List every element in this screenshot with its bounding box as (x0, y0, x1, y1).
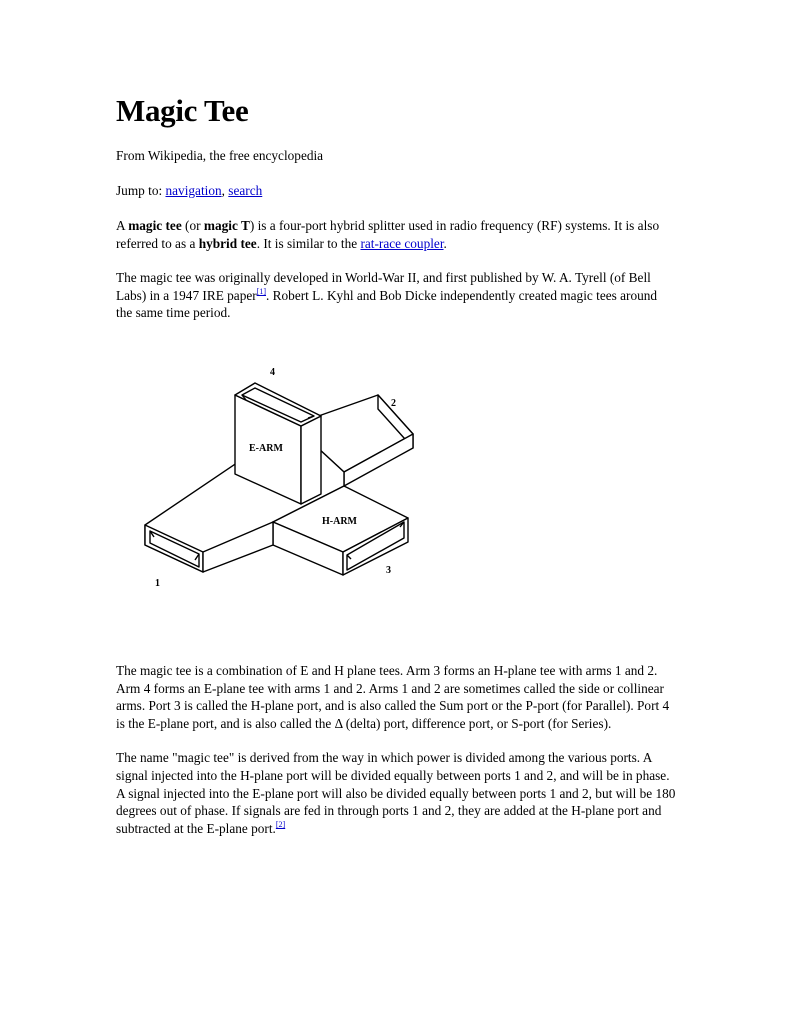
arm4-side (301, 416, 321, 504)
text: The magic tee was originally developed in World-War II, and first published by W. A. Tyrell (of Bell Labs) in a 1947 IRE paper (116, 270, 651, 303)
text: ) is a four-port hybrid splitter used in radio frequency (RF) systems. It is also referred to as a (116, 218, 660, 251)
text: . It is similar to the (256, 235, 361, 251)
jump-to (116, 182, 676, 199)
jump-separator: , (221, 183, 229, 198)
bold-term: magic T (203, 218, 250, 233)
reference-1 (257, 287, 266, 296)
reference-1-link[interactable]: [1] (256, 286, 267, 296)
tagline: From Wikipedia, the free encyclopedia (116, 148, 324, 163)
bold-term: hybrid tee (198, 235, 257, 251)
rat-race-coupler-link[interactable]: rat-race coupler (360, 235, 444, 251)
jump-label: Jump to: (116, 183, 166, 198)
reference-2 (276, 820, 285, 829)
bold-term: magic tee (128, 218, 182, 233)
page-title: Magic Tee (116, 93, 249, 128)
port-3-label: 3 (386, 565, 391, 576)
text: . (443, 235, 447, 251)
e-arm-label: E-ARM (249, 443, 283, 454)
magic-tee-drawing (143, 362, 415, 590)
port-4-label: 4 (270, 367, 275, 378)
intro-paragraph (116, 217, 676, 252)
structure-paragraph: The magic tee is a combination of E and H plane tees. Arm 3 forms an H-plane tee with arms 1 and 2. Arm 4 forms an E-plane tee with arms 1 and 2. Arms 1 and 2 are sometimes called the side or collinear arms. Port 3 is called the H-plane port, and is also called the Sum port or the P-port (for Parallel). Port 4 is the E-plane port, and is also called the Δ (delta) port, difference port, or S-port (for Series). (116, 662, 670, 731)
reference-2-link[interactable]: [2] (275, 819, 286, 829)
text: A (116, 218, 129, 233)
name-paragraph (116, 749, 676, 837)
port-1-label: 1 (155, 578, 160, 589)
h-arm-label: H-ARM (322, 516, 357, 527)
text: The name "magic tee" is derived from the way in which power is divided among the various ports. A signal injected into the H-plane port will be divided equally between ports 1 and 2, and will be in phase. A signal injected into the E-plane port will also be divided equally between ports 1 and 2, but will be 180 degrees out of phase. If signals are fed in through ports 1 and 2, they are added at the H-plane port and subtracted at the E-plane port. (116, 750, 676, 836)
text: (or (181, 218, 204, 233)
navigation-link[interactable]: navigation (165, 183, 222, 198)
search-link[interactable]: search (228, 183, 263, 198)
text: . Robert L. Kyhl and Bob Dicke independently created magic tees around the same time period. (116, 287, 658, 321)
magic-tee-diagram (143, 362, 415, 590)
port-2-label: 2 (391, 398, 396, 409)
history-paragraph (116, 269, 676, 322)
